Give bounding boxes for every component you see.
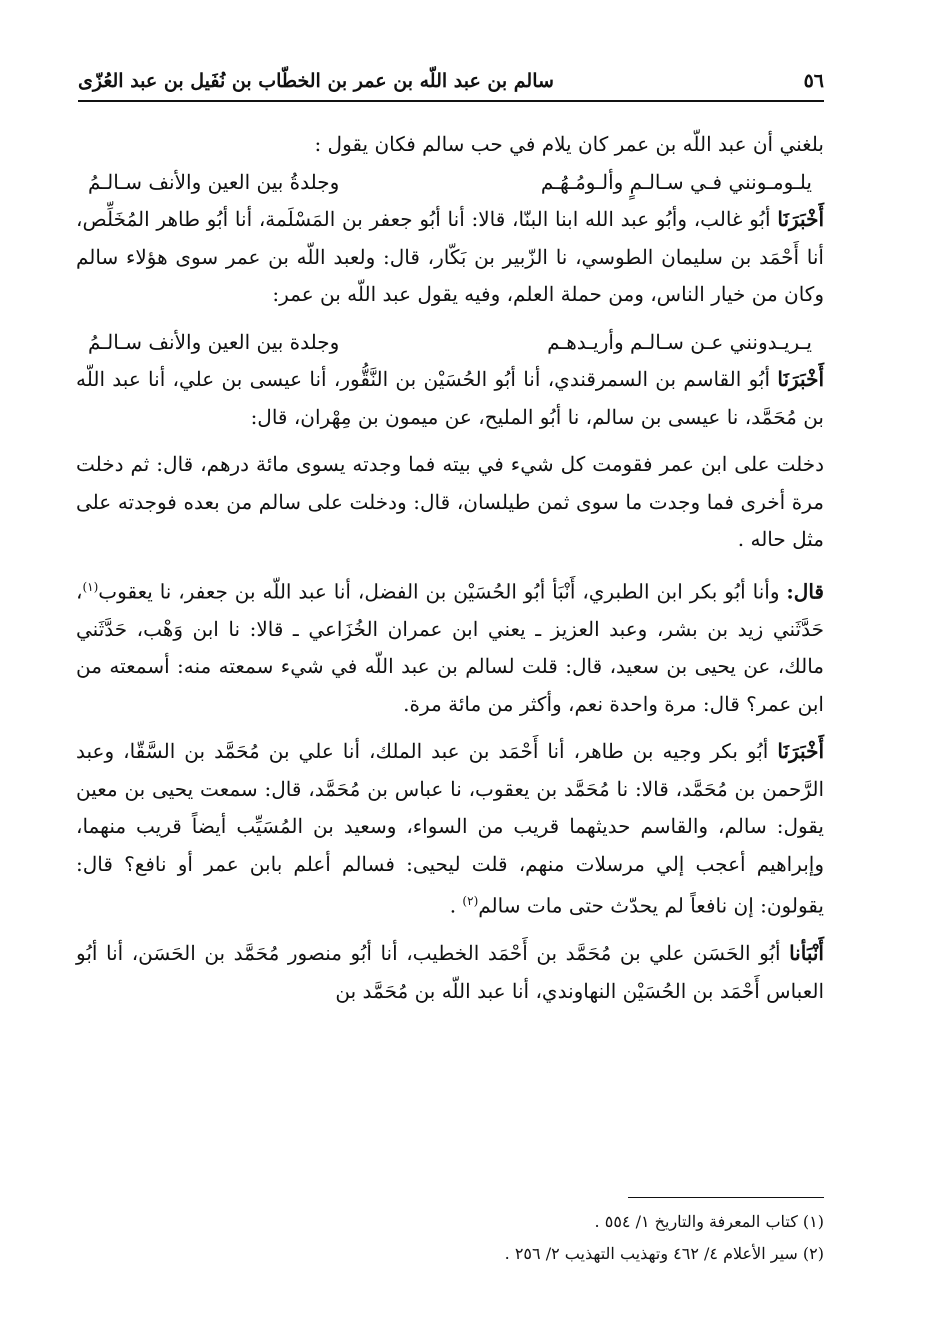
header-rule — [78, 100, 824, 102]
running-title: سالم بن عبد اللّه بن عمر بن الخطّاب بن نُفَيل بن عبد العُزّى — [78, 70, 554, 92]
paragraph-5 — [76, 733, 824, 925]
verse-2 — [76, 324, 824, 362]
paragraph-5-keyword: أَخْبَرَنَا — [777, 739, 824, 764]
paragraph-5-text-b: . — [449, 893, 463, 918]
footnote-ref-1: (١) — [82, 579, 99, 594]
footnote-2: (٢) سير الأعلام ٤/ ٤٦٢ وتهذيب التهذيب ٢/ ٢٥٦ . — [504, 1244, 824, 1263]
paragraph-4-keyword: قال: — [786, 579, 824, 604]
paragraph-6-keyword: أَنْبَأنا — [789, 941, 824, 966]
paragraph-1-text: أبُو غالب، وأبُو عبد الله ابنا البنّا، قالا: أنا أبُو جعفر بن المَسْلَمة، أنا أبُو طاهر المُخَلِّص، أنا أَحْمَد بن سليمان الطوسي، نا الزّبير بن بَكّار، قال: ولعبد اللّه بن عمر سوى هؤلاء سالم وكان من خيار الناس، ومن حملة العلم، وفيه يقول عبد اللّه بن عمر: — [76, 207, 824, 306]
verse-1-second-hemistich: وجلدةُ بين العين والأنف سـالـمُ — [88, 169, 340, 194]
footnote-1: (١) كتاب المعرفة والتاريخ ١/ ٥٥٤ . — [594, 1212, 824, 1231]
paragraph-5-text-a: أبُو بكر وجيه بن طاهر، أنا أَحْمَد بن عبد الملك، أنا علي بن مُحَمَّد بن السَّقّا، وعبد الرَّحمن بن مُحَمَّد، قالا: نا مُحَمَّد بن يعقوب، نا عباس بن مُحَمَّد، قال: سمعت يحيى بن معين يقول: سالم، والقاسم حديثهما قريب من السواء، وسعيد بن المُسَيِّب أيضاً قريب منهما، وإبراهيم أعجب إلي مرسلات منهم، قلت ليحيى: فسالم أعلم بابن عمر أو نافع؟ قال: يقولون: إن نافعاً لم يحدّث حتى مات سالم — [76, 739, 824, 918]
paragraph-3: دخلت على ابن عمر فقومت كل شيء في بيته فما وجدته يسوى مائة درهم، قال: ثم دخلت مرة أخرى فما وجدت ما سوى ثمن طيلسان، قال: ودخلت على سالم من بعده فوجدته على مثل حاله . — [76, 452, 824, 551]
verse-1 — [76, 164, 824, 202]
paragraph-2-text: أبُو القاسم بن السمرقندي، أنا أبُو الحُسَيْن بن النَّقُّور، أنا عيسى بن علي، أنا عبد اللّه بن مُحَمَّد، نا عيسى بن سالم، نا أبُو المليح، عن ميمون بن مِهْران، قال: — [76, 367, 824, 429]
main-text — [76, 126, 824, 1010]
paragraph-2 — [76, 361, 824, 436]
paragraph-1 — [76, 201, 824, 314]
paragraph-4-text-b: ، حَدَّثَني زيد بن بشر، وعبد العزيز ـ يعني ابن عمران الخُزَاعي ـ قالا: نا ابن وَهْب، حَدَّثَني مالك، عن يحيى بن سعيد، قال: قلت لسالم بن عبد اللّه في شيء سمعته منه: أسمعته من ابن عمر؟ قال: مرة واحدة نعم، وأكثر من مائة مرة. — [76, 579, 824, 716]
verse-2-first-hemistich: يـريـدونني عـن سـالـم وأريـدهـم — [547, 329, 812, 354]
verse-2-second-hemistich: وجلدة بين العين والأنف سـالـمُ — [88, 329, 340, 354]
paragraph-4-text-a: وأنا أبُو بكر ابن الطبري، أَنْبَأ أبُو الحُسَيْن بن الفضل، أنا عبد اللّه بن جعفر، نا يعقوب — [98, 579, 787, 604]
verse-1-first-hemistich: يلـومـونني فـي سـالـمٍ وألـومُـهُـم — [540, 169, 812, 194]
paragraph-2-keyword: أَخْبَرَنَا — [777, 367, 824, 391]
paragraph-1-keyword: أَخْبَرَنَا — [777, 207, 824, 231]
page-number: ٥٦ — [803, 70, 824, 92]
paragraph-4 — [76, 569, 824, 724]
footnotes — [300, 1206, 824, 1270]
paragraph-6 — [76, 935, 824, 1010]
page-header — [78, 64, 824, 98]
footnote-rule — [628, 1197, 824, 1198]
intro-line: بلغني أن عبد اللّه بن عمر كان يلام في حب سالم فكان يقول : — [314, 132, 824, 156]
paragraph-6-text: أبُو الحَسَن علي بن مُحَمَّد بن أَحْمَد الخطيب، أنا أبُو منصور مُحَمَّد بن الحَسَن، أنا أبُو العباس أَحْمَد بن الحُسَيْن النهاوندي، أنا عبد اللّه بن مُحَمَّد بن — [76, 941, 824, 1003]
footnote-ref-2: (٢) — [462, 894, 479, 909]
